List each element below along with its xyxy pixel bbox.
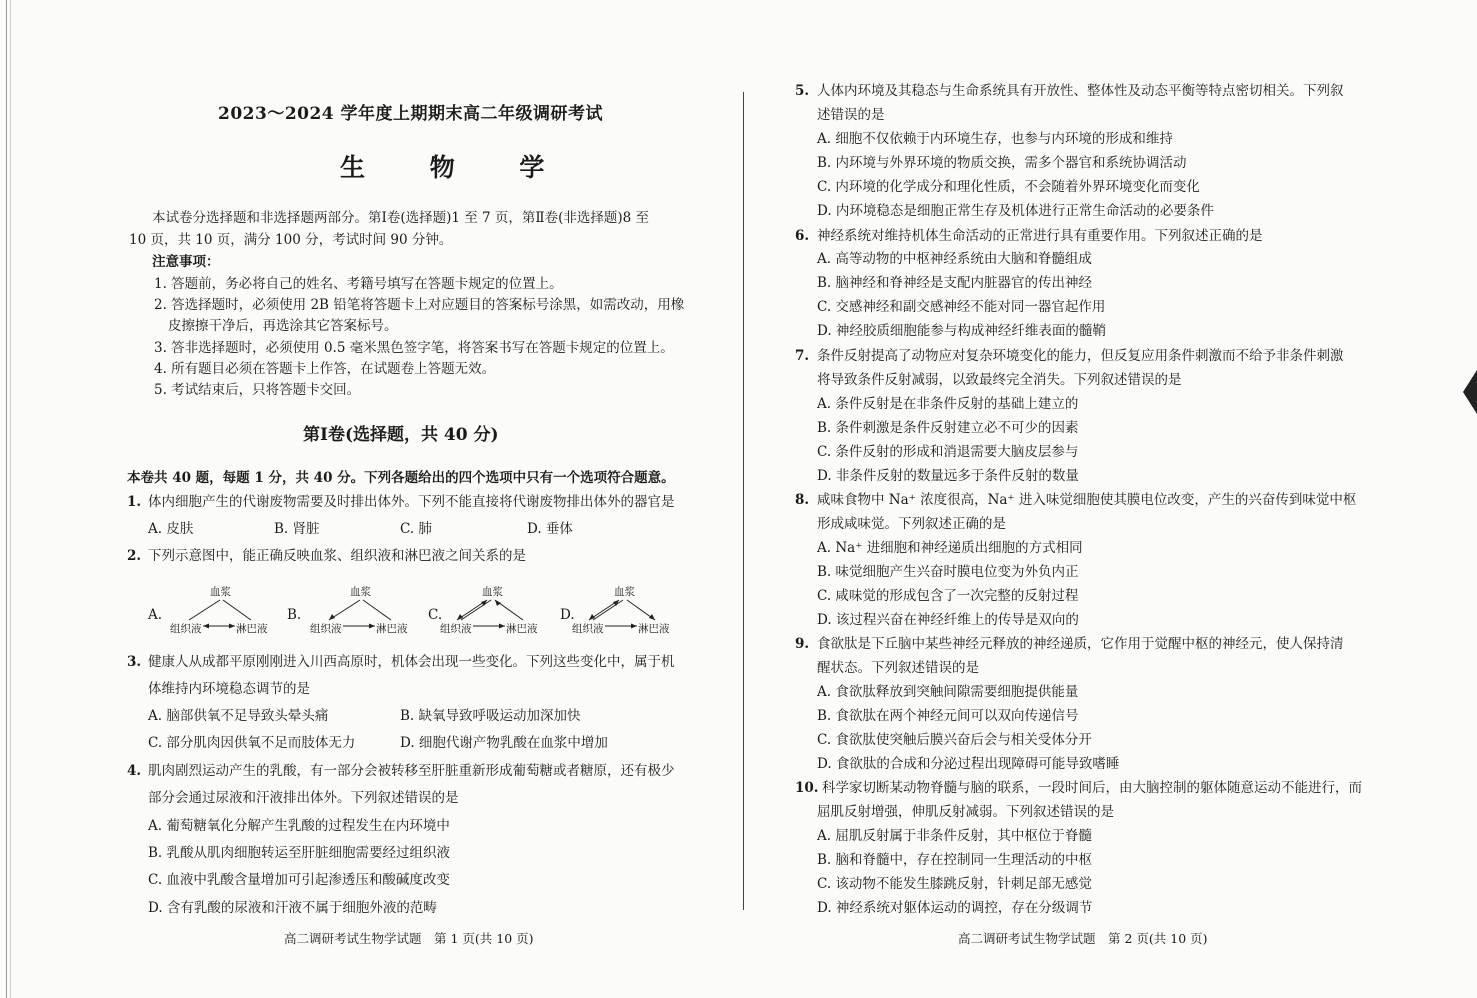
option: B. 脑和脊髓中，存在控制同一生理活动的中枢 xyxy=(817,852,1093,868)
diagram-label-plasma: 血浆 xyxy=(350,586,371,598)
question-stem: 条件反射提高了动物应对复杂环境变化的能力，但反复应用条件刺激而不给予非条件刺激 xyxy=(817,348,1344,364)
question-stem: 科学家切断某动物脊髓与脑的联系，一段时间后，由大脑控制的躯体随意运动不能进行，而 xyxy=(822,780,1362,796)
notice-item: 4. 所有题目必须在答题卡上作答，在试题卷上答题无效。 xyxy=(154,361,496,377)
option: B. 肾脏 xyxy=(274,521,320,537)
scan-edge-line xyxy=(6,0,7,998)
question-number: 8. xyxy=(795,492,810,508)
diagram-label-plasma: 血浆 xyxy=(210,586,231,598)
option: D. 非条件反射的数量远多于条件反射的数量 xyxy=(817,468,1079,484)
question-stem: 体内细胞产生的代谢废物需要及时排出体外。下列不能直接将代谢废物排出体外的器官是 xyxy=(148,494,675,510)
diagram-d-arrows xyxy=(567,590,677,630)
diagram-c-arrows xyxy=(435,590,545,630)
option: D. 垂体 xyxy=(527,521,573,537)
option: C. 食欲肽使突触后膜兴奋后会与相关受体分开 xyxy=(817,732,1092,748)
page-footer: 高二调研考试生物学试题 第 2 页(共 10 页) xyxy=(958,931,1208,946)
page-footer: 高二调研考试生物学试题 第 1 页(共 10 页) xyxy=(284,931,534,946)
option: B. 味觉细胞产生兴奋时膜电位变为外负内正 xyxy=(817,564,1079,580)
option: A. Na⁺ 进细胞和神经递质出细胞的方式相同 xyxy=(817,540,1083,556)
question-stem: 健康人从成都平原刚刚进入川西高原时，机体会出现一些变化。下列这些变化中，属于机 xyxy=(148,654,675,670)
option: C. 咸味觉的形成包含了一次完整的反射过程 xyxy=(817,588,1079,604)
option: A. 高等动物的中枢神经系统由大脑和脊髓组成 xyxy=(817,251,1092,267)
option: B. 乳酸从肌肉细胞转运至肝脏细胞需要经过组织液 xyxy=(148,845,451,861)
diagram-option-letter: C. xyxy=(428,607,443,623)
diagram-a-arrows xyxy=(165,590,275,630)
option: C. 条件反射的形成和消退需要大脑皮层参与 xyxy=(817,444,1079,460)
scan-binding-notch xyxy=(1463,370,1477,414)
question-stem: 肌肉剧烈运动产生的乳酸，有一部分会被转移至肝脏重新形成葡萄糖或者糖原，还有极少 xyxy=(148,763,675,779)
question-stem-continued: 醒状态。下列叙述错误的是 xyxy=(817,660,979,676)
diagram-label-plasma: 血浆 xyxy=(614,586,635,598)
intro-line-1: 本试卷分选择题和非选择题两部分。第Ⅰ卷(选择题)1 至 7 页，第Ⅱ卷(非选择题)8 至 xyxy=(152,210,650,226)
question-number: 1. xyxy=(127,494,142,510)
option: A. 葡萄糖氧化分解产生乳酸的过程发生在内环境中 xyxy=(148,818,450,834)
option: D. 细胞代谢产物乳酸在血浆中增加 xyxy=(400,735,608,751)
question-number: 5. xyxy=(795,83,810,99)
question-stem-continued: 形成咸味觉。下列叙述正确的是 xyxy=(817,516,1006,532)
option: D. 食欲肽的合成和分泌过程出现障碍可能导致嗜睡 xyxy=(817,756,1120,772)
option: C. 内环境的化学成分和理化性质，不会随着外界环境变化而变化 xyxy=(817,179,1200,195)
option: A. 脑部供氧不足导致头晕头痛 xyxy=(148,708,329,724)
option: C. 血液中乳酸含量增加可引起渗透压和酸碱度改变 xyxy=(148,872,450,888)
subject-title: 生 物 学 xyxy=(340,153,573,182)
column-divider xyxy=(743,92,744,910)
notice-item: 3. 答非选择题时，必须使用 0.5 毫米黑色签字笔，将答案书写在答题卡规定的位置上。 xyxy=(154,340,674,356)
option: D. 含有乳酸的尿液和汗液不属于细胞外液的范畴 xyxy=(148,900,437,916)
diagram-option-letter: D. xyxy=(560,607,575,623)
notice-title: 注意事项： xyxy=(152,254,220,270)
question-stem-continued: 体维持内环境稳态调节的是 xyxy=(148,681,310,697)
diagram-label-tissue-fluid: 组织液 xyxy=(572,623,604,635)
question-stem: 咸味食物中 Na⁺ 浓度很高，Na⁺ 进入味觉细胞使其膜电位改变，产生的兴奋传到味觉中枢 xyxy=(817,492,1357,508)
diagram-label-lymph: 淋巴液 xyxy=(638,623,670,635)
question-number: 6. xyxy=(795,228,810,244)
question-stem: 食欲肽是下丘脑中某些神经元释放的神经递质，它作用于觉醒中枢的神经元，使人保持清 xyxy=(817,636,1344,652)
diagram-label-lymph: 淋巴液 xyxy=(236,623,268,635)
exam-title: 2023～2024 学年度上期期末高二年级调研考试 xyxy=(218,104,604,124)
question-stem-continued: 述错误的是 xyxy=(817,107,885,123)
diagram-b-arrows xyxy=(305,590,415,630)
diagram-option-letter: B. xyxy=(287,607,302,623)
option: B. 脑神经和脊神经是支配内脏器官的传出神经 xyxy=(817,275,1093,291)
question-number: 4. xyxy=(127,763,142,779)
section-description: 本卷共 40 题，每题 1 分，共 40 分。下列各题给出的四个选项中只有一个选项符合题意。 xyxy=(127,470,675,486)
option: C. 部分肌肉因供氧不足而肢体无力 xyxy=(148,735,356,751)
notice-item-continued: 皮擦擦干净后，再选涂其它答案标号。 xyxy=(168,318,398,334)
option: B. 条件刺激是条件反射建立必不可少的因素 xyxy=(817,420,1079,436)
option: D. 内环境稳态是细胞正常生存及机体进行正常生命活动的必要条件 xyxy=(817,203,1214,219)
option: B. 内环境与外界环境的物质交换，需多个器官和系统协调活动 xyxy=(817,155,1187,171)
intro-line-2: 10 页，共 10 页，满分 100 分，考试时间 90 分钟。 xyxy=(129,232,453,248)
question-stem: 人体内环境及其稳态与生命系统具有开放性、整体性及动态平衡等特点密切相关。下列叙 xyxy=(817,83,1344,99)
option: A. 条件反射是在非条件反射的基础上建立的 xyxy=(817,396,1079,412)
question-number: 3. xyxy=(127,654,142,670)
diagram-label-lymph: 淋巴液 xyxy=(376,623,408,635)
diagram-label-plasma: 血浆 xyxy=(482,586,503,598)
section-title: 第Ⅰ卷(选择题，共 40 分) xyxy=(303,425,499,445)
diagram-label-tissue-fluid: 组织液 xyxy=(310,623,342,635)
question-stem: 下列示意图中，能正确反映血浆、组织液和淋巴液之间关系的是 xyxy=(148,548,526,564)
option: C. 交感神经和副交感神经不能对同一器官起作用 xyxy=(817,299,1106,315)
scan-edge-line-inner xyxy=(10,0,11,998)
question-number: 7. xyxy=(795,348,810,364)
option: A. 皮肤 xyxy=(148,521,194,537)
question-stem-continued: 将导致条件反射减弱，以致最终完全消失。下列叙述错误的是 xyxy=(817,372,1182,388)
notice-item: 5. 考试结束后，只将答题卡交回。 xyxy=(154,382,361,398)
notice-item: 1. 答题前，务必将自己的姓名、考籍号填写在答题卡规定的位置上。 xyxy=(154,276,563,292)
question-stem-continued: 屈肌反射增强，伸肌反射减弱。下列叙述错误的是 xyxy=(817,804,1114,820)
question-number: 10. xyxy=(795,780,819,796)
option: D. 该过程兴奋在神经纤维上的传导是双向的 xyxy=(817,612,1079,628)
option: A. 细胞不仅依赖于内环境生存，也参与内环境的形成和维持 xyxy=(817,131,1173,147)
option: D. 神经系统对躯体运动的调控，存在分级调节 xyxy=(817,900,1093,916)
option: A. 屈肌反射属于非条件反射，其中枢位于脊髓 xyxy=(817,828,1092,844)
option: B. 缺氧导致呼吸运动加深加快 xyxy=(400,708,581,724)
diagram-label-tissue-fluid: 组织液 xyxy=(440,623,472,635)
diagram-label-lymph: 淋巴液 xyxy=(506,623,538,635)
option: C. 肺 xyxy=(400,521,432,537)
question-number: 2. xyxy=(127,548,142,564)
diagram-label-tissue-fluid: 组织液 xyxy=(170,623,202,635)
notice-item: 2. 答选择题时，必须使用 2B 铅笔将答题卡上对应题目的答案标号涂黑，如需改动，用橡 xyxy=(154,297,685,313)
option: B. 食欲肽在两个神经元间可以双向传递信号 xyxy=(817,708,1079,724)
question-stem: 神经系统对维持机体生命活动的正常进行具有重要作用。下列叙述正确的是 xyxy=(817,228,1263,244)
question-stem-continued: 部分会通过尿液和汗液排出体外。下列叙述错误的是 xyxy=(148,790,459,806)
question-number: 9. xyxy=(795,636,810,652)
option: D. 神经胶质细胞能参与构成神经纤维表面的髓鞘 xyxy=(817,323,1106,339)
option: A. 食欲肽释放到突触间隙需要细胞提供能量 xyxy=(817,684,1079,700)
diagram-option-letter: A. xyxy=(148,607,163,623)
option: C. 该动物不能发生膝跳反射，针刺足部无感觉 xyxy=(817,876,1092,892)
